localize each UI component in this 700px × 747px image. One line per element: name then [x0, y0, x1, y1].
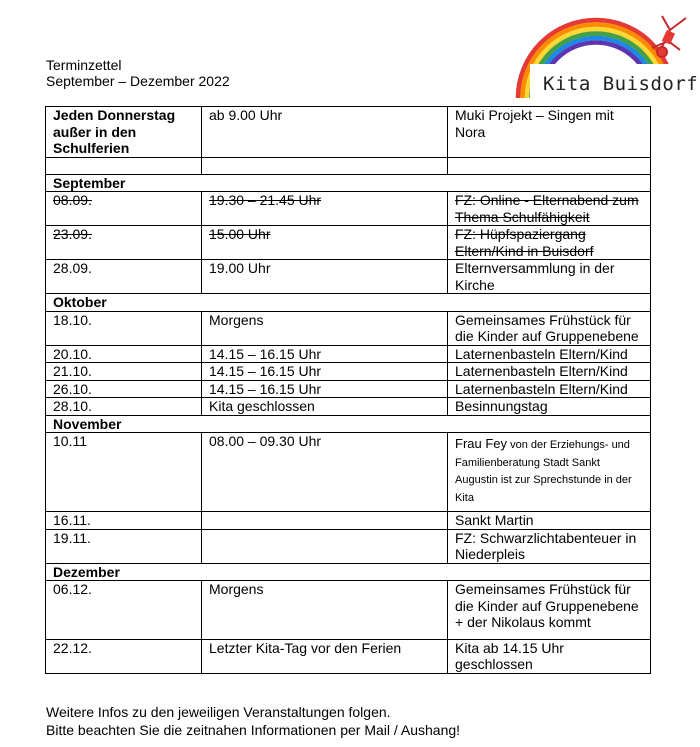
- kita-logo: [510, 4, 700, 100]
- document-header: [46, 57, 230, 89]
- table-row: [46, 226, 651, 260]
- event-date: 20.10.: [46, 345, 202, 363]
- table-row: [46, 363, 651, 381]
- event-description-main: Frau Fey: [455, 436, 508, 451]
- month-row-november: [46, 415, 651, 433]
- event-description: Laternenbasteln Eltern/Kind: [448, 345, 651, 363]
- document-period: September – Dezember 2022: [46, 73, 230, 89]
- event-date: 16.11.: [46, 512, 202, 530]
- table-row: [46, 311, 651, 345]
- event-time: Morgens: [202, 581, 448, 640]
- event-time: 14.15 – 16.15 Uhr: [202, 345, 448, 363]
- logo-text: Kita Buisdorf: [543, 73, 699, 95]
- event-description: [448, 433, 651, 512]
- empty-row: [46, 157, 651, 174]
- event-time: 08.00 – 09.30 Uhr: [202, 433, 448, 512]
- recurring-event: Muki Projekt – Singen mit Nora: [448, 107, 651, 158]
- table-row: [46, 107, 651, 158]
- event-description: Kita ab 14.15 Uhr geschlossen: [448, 639, 651, 673]
- event-time: Kita geschlossen: [202, 398, 448, 416]
- event-description: FZ: Schwarzlichtabenteuer in Niederpleis: [448, 529, 651, 563]
- table-row: [46, 345, 651, 363]
- event-description: Elternversammlung in der Kirche: [448, 260, 651, 294]
- table-row: [46, 433, 651, 512]
- table-row: [46, 512, 651, 530]
- event-date: 18.10.: [46, 311, 202, 345]
- table-row: [46, 260, 651, 294]
- event-description: Gemeinsames Frühstück für die Kinder auf Gruppenebene + der Nikolaus kommt: [448, 581, 651, 640]
- table-row: [46, 192, 651, 226]
- month-label: Dezember: [46, 563, 651, 581]
- event-date: 19.11.: [46, 529, 202, 563]
- event-time: 14.15 – 16.15 Uhr: [202, 380, 448, 398]
- table-row: [46, 380, 651, 398]
- footer-line-2: Bitte beachten Sie die zeitnahen Informationen per Mail / Aushang!: [46, 722, 461, 738]
- month-row-september: [46, 174, 651, 192]
- event-date: 06.12.: [46, 581, 202, 640]
- schedule-table: [45, 106, 651, 674]
- event-time: 14.15 – 16.15 Uhr: [202, 363, 448, 381]
- event-time: 19.00 Uhr: [202, 260, 448, 294]
- event-time: 19.30 – 21.45 Uhr: [202, 192, 448, 226]
- recurring-time: ab 9.00 Uhr: [202, 107, 448, 158]
- event-date: 26.10.: [46, 380, 202, 398]
- event-time: 15.00 Uhr: [202, 226, 448, 260]
- event-time: Morgens: [202, 311, 448, 345]
- event-time: [202, 512, 448, 530]
- event-time: Letzter Kita-Tag vor den Ferien: [202, 639, 448, 673]
- month-row-dezember: [46, 563, 651, 581]
- event-date: 28.09.: [46, 260, 202, 294]
- event-description-detail: von der Erziehungs- und Familienberatung Stadt Sankt Augustin ist zur Sprechstunde in der Kita: [455, 439, 632, 504]
- table-row: [46, 581, 651, 640]
- event-date: 08.09.: [46, 192, 202, 226]
- event-date: 10.11: [46, 433, 202, 512]
- event-description: Sankt Martin: [448, 512, 651, 530]
- document-title: Terminzettel: [46, 57, 122, 73]
- month-label: November: [46, 415, 651, 433]
- footer-notes: [46, 703, 460, 739]
- event-date: 23.09.: [46, 226, 202, 260]
- footer-line-1: Weitere Infos zu den jeweiligen Veranstaltungen folgen.: [46, 704, 391, 720]
- event-description: Besinnungstag: [448, 398, 651, 416]
- month-label: September: [46, 174, 651, 192]
- child-figure-icon: [652, 16, 686, 57]
- event-date: 21.10.: [46, 363, 202, 381]
- event-date: 22.12.: [46, 639, 202, 673]
- month-label: Oktober: [46, 294, 651, 312]
- recurring-label: Jeden Donnerstag außer in den Schulferien: [46, 107, 202, 158]
- event-description: FZ: Online - Elternabend zum Thema Schulfähigkeit: [448, 192, 651, 226]
- table-row: [46, 529, 651, 563]
- month-row-oktober: [46, 294, 651, 312]
- event-description: Laternenbasteln Eltern/Kind: [448, 380, 651, 398]
- event-time: [202, 529, 448, 563]
- event-description: Laternenbasteln Eltern/Kind: [448, 363, 651, 381]
- table-row: [46, 398, 651, 416]
- event-date: 28.10.: [46, 398, 202, 416]
- table-row: [46, 639, 651, 673]
- event-description: FZ: Hüpfspaziergang Eltern/Kind in Buisdorf: [448, 226, 651, 260]
- event-description: Gemeinsames Frühstück für die Kinder auf Gruppenebene: [448, 311, 651, 345]
